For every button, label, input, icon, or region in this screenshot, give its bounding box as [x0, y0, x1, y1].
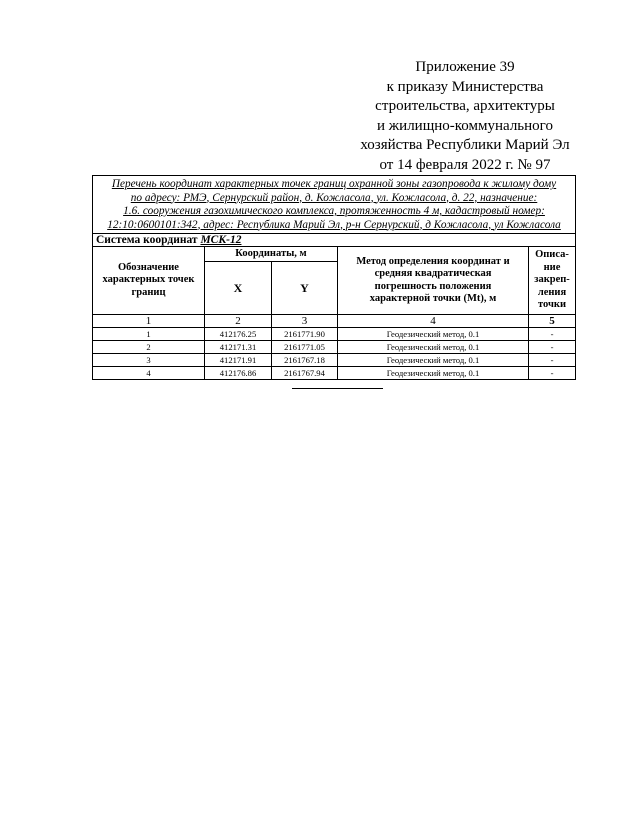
cell-x: 412176.25	[205, 328, 272, 341]
appendix-line: строительства, архитектуры	[375, 98, 555, 114]
table-row	[93, 341, 576, 354]
cell-point: 4	[93, 367, 205, 380]
column-number: 4	[338, 315, 529, 328]
cell-x: 412176.86	[205, 367, 272, 380]
caption-line: 12:10:0600101:342, адрес: Республика Марий Эл, р-н Сернурский, д Кожласола, ул Кожласола	[107, 218, 561, 231]
header-description-line: точки	[537, 299, 567, 311]
coordinate-system-label: Система координат	[96, 234, 198, 246]
header-method-line: средняя квадратическая	[374, 268, 492, 279]
cell-method: Геодезический метод, 0.1	[338, 328, 529, 341]
header-method-line: характерной точки (Mt), м	[369, 293, 497, 304]
cell-description: -	[529, 354, 576, 367]
header-method-line: погрешность положения	[374, 280, 492, 292]
header-coordinates: Координаты, м	[205, 247, 338, 262]
cell-x: 412171.31	[205, 341, 272, 354]
cell-point: 3	[93, 354, 205, 367]
cell-description: -	[529, 341, 576, 354]
cell-method: Геодезический метод, 0.1	[338, 354, 529, 367]
coordinates-table	[92, 175, 576, 380]
cell-x: 412171.91	[205, 354, 272, 367]
column-number: 1	[93, 315, 205, 328]
appendix-line: Приложение 39	[415, 59, 515, 75]
header-description-line: ние	[543, 261, 561, 273]
cell-description: -	[529, 328, 576, 341]
cell-y: 2161771.90	[272, 328, 338, 341]
table-row	[93, 354, 576, 367]
caption-line: Перечень координат характерных точек границ охранной зоны газопровода к жилому дому	[111, 178, 557, 190]
cell-point: 2	[93, 341, 205, 354]
appendix-header	[330, 58, 600, 175]
header-point-line: характерных точек	[102, 274, 195, 286]
table-row	[93, 328, 576, 341]
cell-point: 1	[93, 328, 205, 341]
end-divider	[292, 388, 383, 389]
header-point	[93, 247, 205, 315]
appendix-line: к приказу Министерства	[386, 78, 544, 95]
header-description-line: ления	[537, 286, 567, 298]
header-method-line: Метод определения координат и	[356, 255, 510, 267]
header-point-line: Обозначение	[118, 261, 179, 273]
header-description-line: закреп-	[534, 274, 570, 286]
cell-description: -	[529, 367, 576, 380]
header-point-line: границ	[131, 286, 166, 298]
cell-method: Геодезический метод, 0.1	[338, 367, 529, 380]
caption-line: 1.6. сооружения газохимического комплекса, протяженность 4 м, кадастровый номер:	[123, 205, 545, 217]
table-caption	[93, 176, 576, 234]
coordinate-system-value: МСК-12	[200, 234, 242, 246]
cell-y: 2161767.18	[272, 354, 338, 367]
column-number-row	[93, 315, 576, 328]
appendix-line: и жилищно-коммунального	[377, 117, 553, 134]
header-description-line: Описа-	[535, 249, 569, 261]
caption-line: по адресу: РМЭ, Сернурский район, д. Кожласола, ул. Кожласола, д. 22, назначение:	[130, 191, 538, 204]
table-row	[93, 367, 576, 380]
column-number: 5	[529, 315, 576, 328]
cell-y: 2161767.94	[272, 367, 338, 380]
header-method	[338, 247, 529, 315]
cell-y: 2161771.05	[272, 341, 338, 354]
header-y: Y	[272, 262, 338, 315]
coordinate-system-row	[93, 234, 576, 247]
cell-method: Геодезический метод, 0.1	[338, 341, 529, 354]
appendix-line: от 14 февраля 2022 г. № 97	[379, 156, 551, 173]
column-number: 3	[272, 315, 338, 328]
column-number: 2	[205, 315, 272, 328]
appendix-line: хозяйства Республики Марий Эл	[360, 137, 570, 153]
header-description	[529, 247, 576, 315]
header-x: X	[205, 262, 272, 315]
